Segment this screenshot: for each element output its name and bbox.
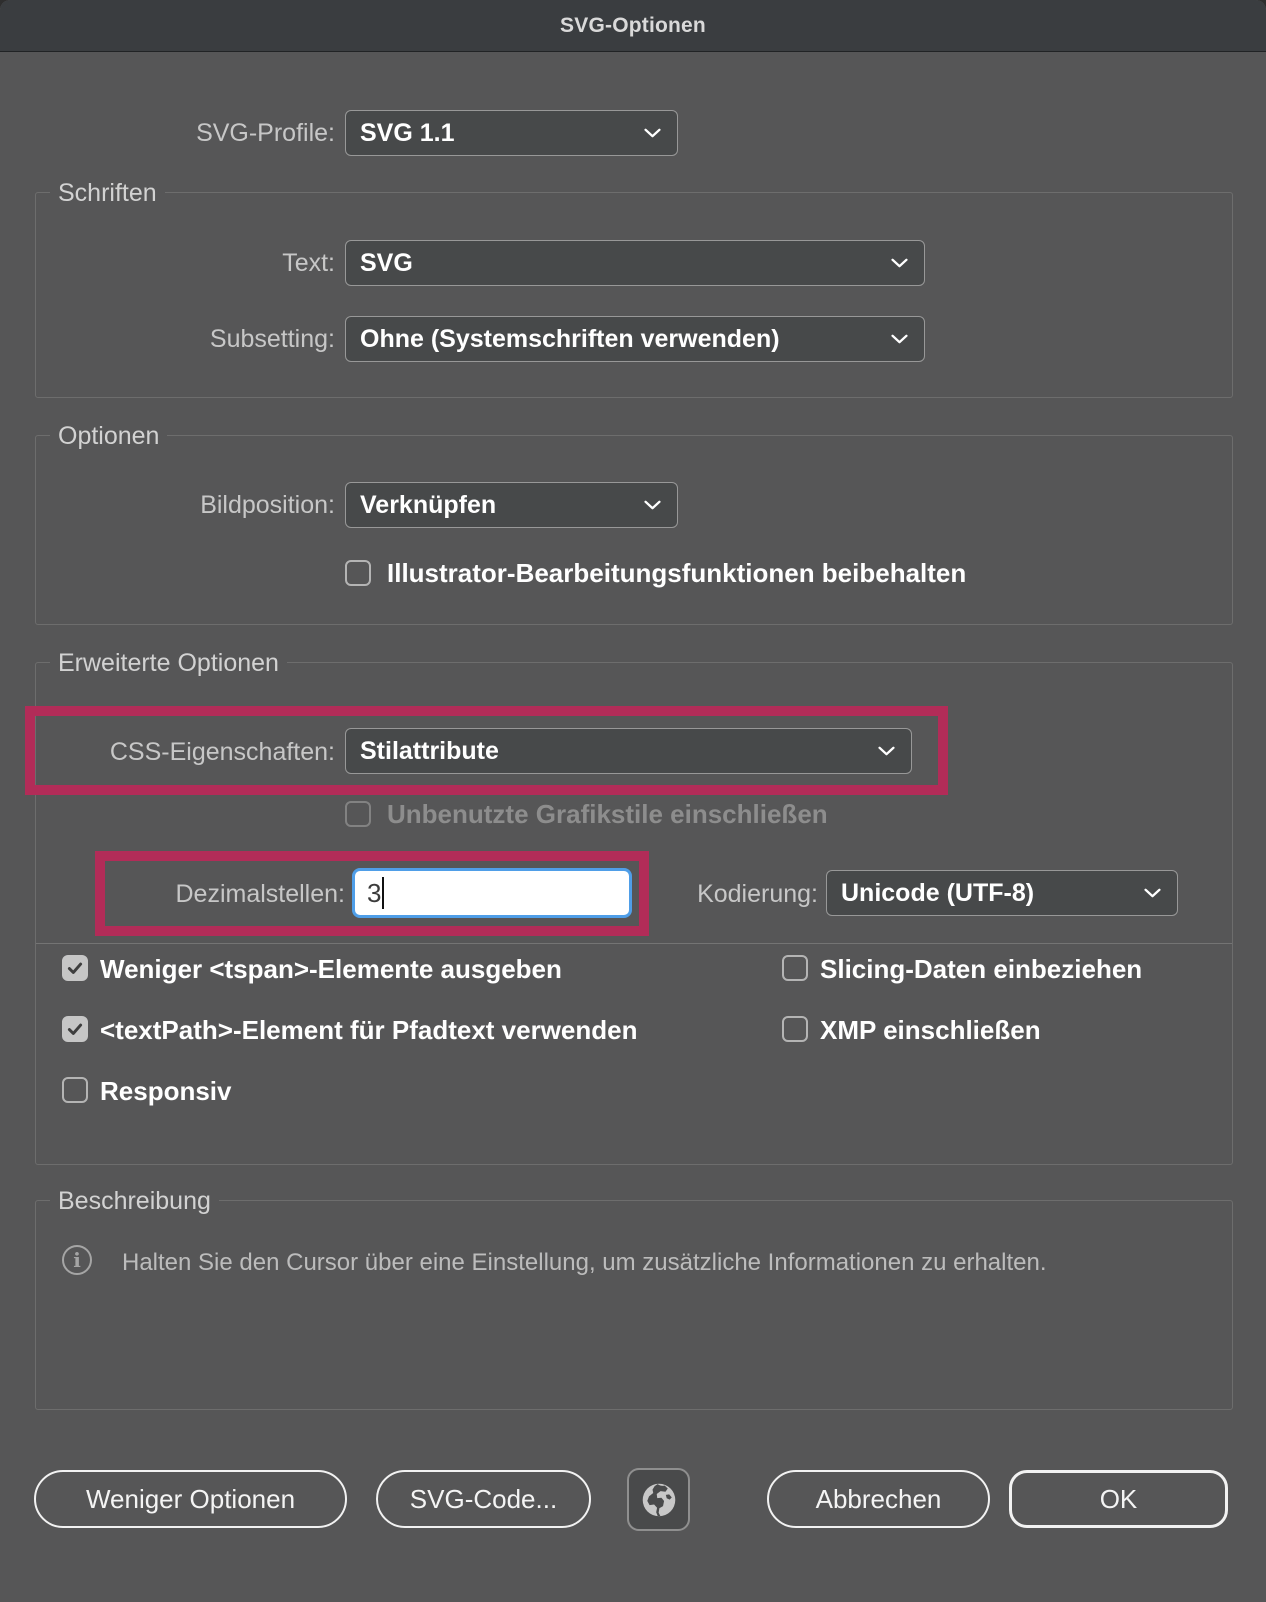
advanced-group-legend: Erweiterte Optionen [50,647,287,679]
image-location-label: Bildposition: [200,491,335,519]
encoding-select[interactable] [826,870,1178,916]
tspan-checkbox[interactable] [62,955,88,981]
css-properties-select[interactable] [345,728,912,774]
decimal-places-value: 3 [367,877,382,908]
advanced-group-divider [36,943,1232,944]
checkmark-icon [66,1020,84,1038]
subsetting-select[interactable] [345,316,925,362]
chevron-down-icon [891,258,908,268]
svg-profile-select[interactable] [345,110,678,156]
fonts-group [35,179,1233,398]
subsetting-label: Subsetting: [209,325,335,353]
decimal-places-input[interactable] [352,868,632,918]
unused-styles-checkbox [345,801,371,827]
tspan-label: Weniger <tspan>-Elemente ausgeben [100,954,562,984]
cancel-button[interactable]: Abbrechen [767,1470,990,1528]
responsive-checkbox[interactable] [62,1077,88,1103]
subsetting-value: Ohne (Systemschriften verwenden) [360,324,780,353]
css-properties-label: CSS-Eigenschaften: [109,738,335,766]
chevron-down-icon [891,334,908,344]
decimal-places-label: Dezimalstellen: [175,880,345,908]
svg-profile-value: SVG 1.1 [360,118,455,147]
unused-styles-label: Unbenutzte Grafikstile einschließen [387,799,828,829]
encoding-value: Unicode (UTF-8) [841,878,1035,907]
fonts-group-legend: Schriften [50,177,165,209]
dialog-titlebar[interactable] [0,0,1266,52]
checkmark-icon [66,959,84,977]
text-select[interactable] [345,240,925,286]
description-group [35,1187,1233,1410]
xmp-label: XMP einschließen [820,1015,1041,1045]
description-group-legend: Beschreibung [50,1185,219,1217]
slicing-checkbox[interactable] [782,955,808,981]
encoding-label: Kodierung: [697,880,818,908]
css-properties-value: Stilattribute [360,736,499,765]
textpath-checkbox[interactable] [62,1016,88,1042]
chevron-down-icon [644,128,661,138]
preserve-editing-label: Illustrator-Bearbeitungsfunktionen beibehalten [387,558,967,588]
responsive-label: Responsiv [100,1076,232,1106]
globe-icon [638,1479,680,1521]
textpath-label: <textPath>-Element für Pfadtext verwenden [100,1015,638,1045]
options-group [35,422,1233,625]
slicing-label: Slicing-Daten einbeziehen [820,954,1143,984]
web-preview-button[interactable] [627,1468,690,1531]
options-group-legend: Optionen [50,420,167,452]
svg-code-button[interactable]: SVG-Code... [376,1470,591,1528]
text-value: SVG [360,248,413,277]
chevron-down-icon [1144,888,1161,898]
chevron-down-icon [878,746,895,756]
xmp-checkbox[interactable] [782,1016,808,1042]
text-caret [382,877,384,909]
fewer-options-button[interactable]: Weniger Optionen [34,1470,347,1528]
image-location-select[interactable] [345,482,678,528]
preserve-editing-checkbox[interactable] [345,560,371,586]
info-icon: i [62,1245,92,1275]
image-location-value: Verknüpfen [360,490,497,519]
chevron-down-icon [644,500,661,510]
svg-profile-label: SVG-Profile: [196,119,335,147]
dialog-title: SVG-Optionen [560,13,706,37]
text-label: Text: [282,249,335,277]
description-text: Halten Sie den Cursor über eine Einstellung, um zusätzliche Informationen zu erhalten. [122,1249,1047,1276]
ok-button[interactable]: OK [1009,1470,1228,1528]
